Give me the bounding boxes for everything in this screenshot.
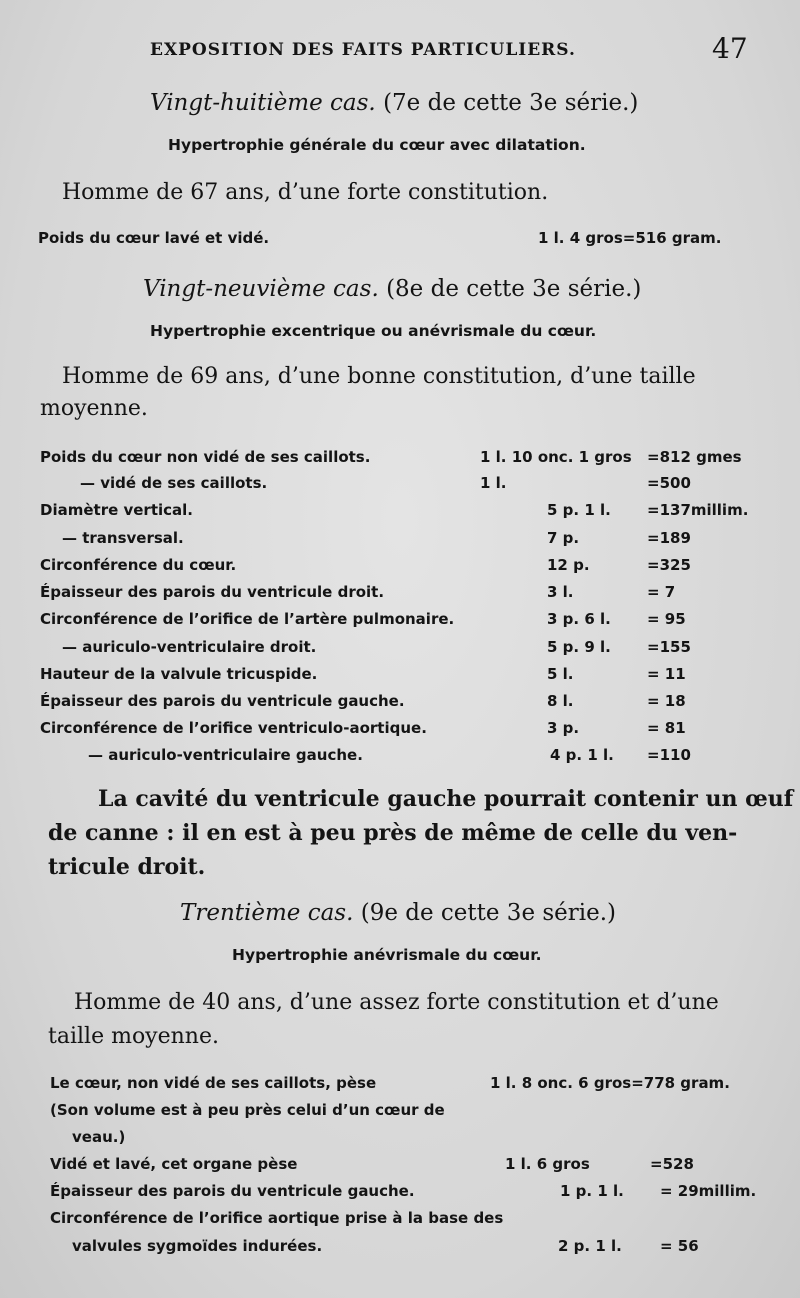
case30-row-label: veau.)	[72, 1128, 126, 1146]
page-number: 47	[712, 32, 748, 65]
case30-row-value: 1 l. 6 gros	[505, 1155, 590, 1173]
case28-intro: Homme de 67 ans, d’une forte constitution.	[62, 180, 549, 205]
case28-row-value: 1 l. 4 gros=516 gram.	[538, 229, 722, 247]
case29-row-metric: =500	[647, 474, 691, 492]
case28-title-italic: Vingt-huitième cas.	[150, 90, 376, 116]
case30-intro-line1: Homme de 40 ans, d’une assez forte constitution et d’une	[74, 990, 719, 1015]
case30-row-label: Circonférence de l’orifice aortique prise à la base des	[50, 1209, 504, 1227]
case29-row-value: 1 l. 10 onc. 1 gros	[480, 448, 632, 466]
case30-row-metric: =528	[650, 1155, 694, 1173]
case30-row-label: (Son volume est à peu près celui d’un cœur de	[50, 1101, 445, 1119]
case30-row-value: 2 p. 1 l.	[558, 1237, 622, 1255]
case28-title-rest: (7e de cette 3e série.)	[383, 90, 639, 116]
case30-row-metric: = 29millim.	[660, 1182, 757, 1200]
case29-row-metric: =812 gmes	[647, 448, 742, 466]
case30-intro-line2: taille moyenne.	[48, 1024, 219, 1049]
case30-row-label: Épaisseur des parois du ventricule gauche.	[50, 1182, 415, 1200]
case29-row-metric: =189	[647, 529, 691, 547]
case30-subtitle: Hypertrophie anévrismale du cœur.	[232, 946, 542, 964]
case29-subtitle: Hypertrophie excentrique ou anévrismale du cœur.	[150, 322, 597, 340]
case30-row-label: valvules sygmoïdes indurées.	[72, 1237, 323, 1255]
case29-title	[143, 276, 641, 302]
case28-subtitle: Hypertrophie générale du cœur avec dilatation.	[168, 136, 586, 154]
case29-row-metric: =137millim.	[647, 501, 749, 519]
case29-row-label: Épaisseur des parois du ventricule droit.	[40, 583, 385, 601]
case28-row-label: Poids du cœur lavé et vidé.	[38, 229, 270, 247]
case29-intro-line1: Homme de 69 ans, d’une bonne constitution, d’une taille	[62, 364, 696, 389]
case29-row-value: 12 p.	[547, 556, 590, 574]
case29-row-value: 1 l.	[480, 474, 507, 492]
case29-row-metric: =325	[647, 556, 691, 574]
case29-row-metric: = 18	[647, 692, 686, 710]
case30-row-label: Vidé et lavé, cet organe pèse	[50, 1155, 298, 1173]
case29-row-value: 7 p.	[547, 529, 580, 547]
case30-row-value: 1 l. 8 onc. 6 gros=778 gram.	[490, 1074, 730, 1092]
case29-row-metric: = 7	[647, 583, 676, 601]
case29-intro-line2: moyenne.	[40, 396, 148, 421]
case29-row-metric: =110	[647, 746, 691, 764]
case29-row-metric: = 95	[647, 610, 686, 628]
case29-row-label: Circonférence de l’orifice de l’artère pulmonaire.	[40, 610, 455, 628]
case28-title	[150, 90, 638, 116]
case29-row-label: Poids du cœur non vidé de ses caillots.	[40, 448, 371, 466]
case29-row-metric: =155	[647, 638, 691, 656]
case29-row-label: — auriculo-ventriculaire droit.	[62, 638, 317, 656]
case29-row-metric: = 81	[647, 719, 686, 737]
case29-row-value: 5 p. 1 l.	[547, 501, 611, 519]
case29-row-value: 3 p. 6 l.	[547, 610, 611, 628]
case29-row-label: Circonférence du cœur.	[40, 556, 237, 574]
case30-title-rest: (9e de cette 3e série.)	[360, 900, 617, 926]
case29-row-label: — auriculo-ventriculaire gauche.	[88, 746, 363, 764]
case29-row-value: 8 l.	[547, 692, 574, 710]
case29-row-metric: = 11	[647, 665, 686, 683]
running-header: EXPOSITION DES FAITS PARTICULIERS.	[150, 40, 576, 60]
case30-row-value: 1 p. 1 l.	[560, 1182, 624, 1200]
case29-row-label: Épaisseur des parois du ventricule gauche.	[40, 692, 405, 710]
case30-row-label: Le cœur, non vidé de ses caillots, pèse	[50, 1074, 377, 1092]
case29-conclusion-line: de canne : il en est à peu près de même de celle du ven-	[48, 820, 738, 846]
case29-conclusion-line: La cavité du ventricule gauche pourrait contenir un œuf	[98, 786, 794, 812]
case30-row-metric: = 56	[660, 1237, 699, 1255]
case29-row-label: Diamètre vertical.	[40, 501, 193, 519]
case29-row-value: 3 p.	[547, 719, 580, 737]
case29-title-rest: (8e de cette 3e série.)	[386, 276, 642, 302]
case29-title-italic: Vingt-neuvième cas.	[143, 276, 379, 302]
case29-row-label: — transversal.	[62, 529, 184, 547]
case29-row-label: Hauteur de la valvule tricuspide.	[40, 665, 318, 683]
case29-row-value: 4 p. 1 l.	[550, 746, 614, 764]
case29-row-value: 3 l.	[547, 583, 574, 601]
case29-conclusion-line: tricule droit.	[48, 854, 206, 880]
case30-title-italic: Trentième cas.	[180, 900, 354, 926]
case29-row-value: 5 l.	[547, 665, 574, 683]
case29-row-value: 5 p. 9 l.	[547, 638, 611, 656]
case30-title	[180, 900, 616, 926]
case29-row-label: — vidé de ses caillots.	[80, 474, 268, 492]
case29-row-label: Circonférence de l’orifice ventriculo-aortique.	[40, 719, 427, 737]
